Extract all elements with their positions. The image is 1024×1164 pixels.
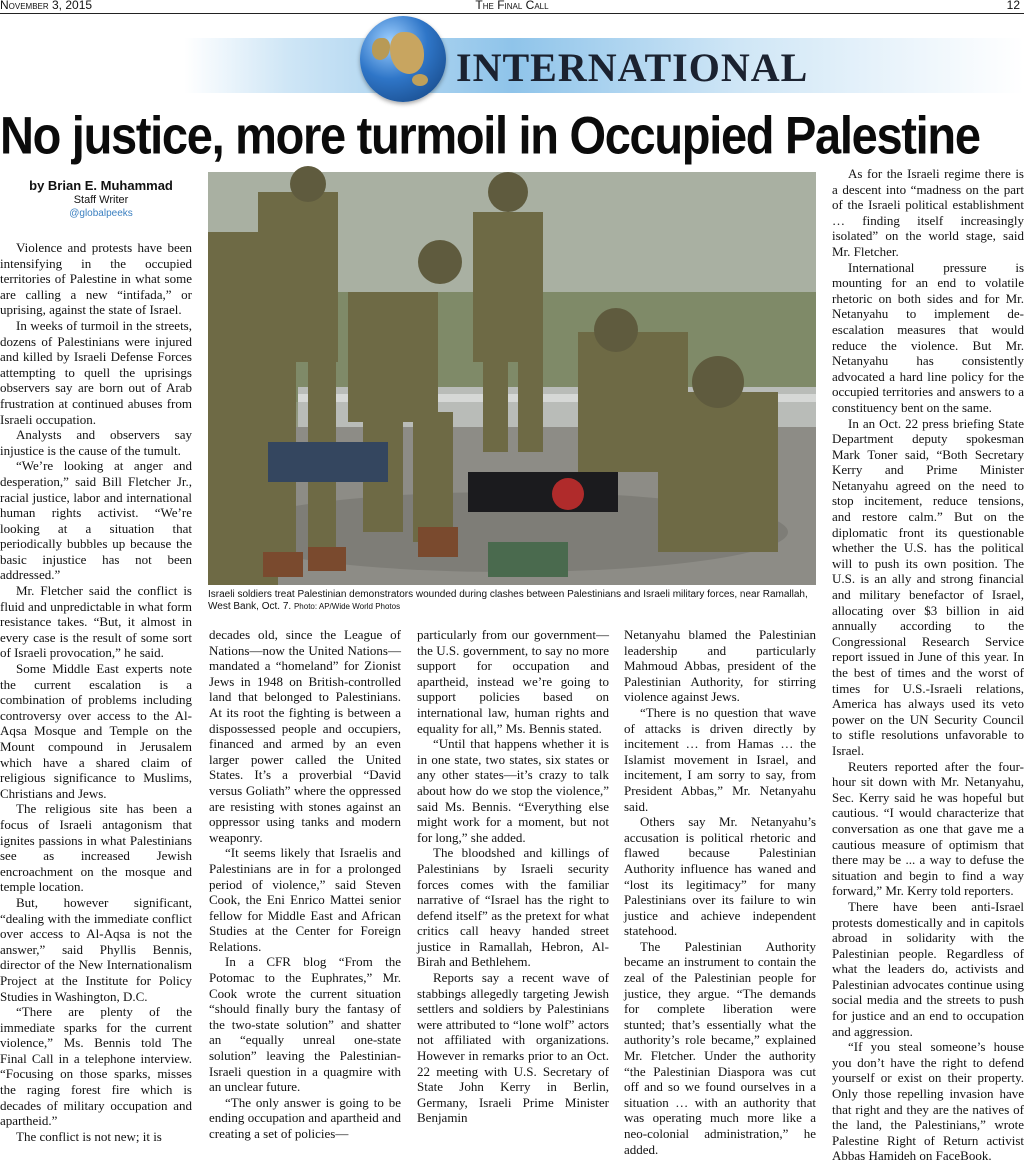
paragraph: Netanyahu blamed the Palestinian leadership and particularly Mahmoud Abbas, president of the Palestinian Authority, for stirring violence against Jews. bbox=[624, 627, 816, 705]
soldiers-photo-illustration bbox=[208, 172, 816, 585]
paragraph: Others say Mr. Netanyahu’s accusation is political rhetoric and flawed because Palestinian Authority influence has waned and “lost its legitimacy” for many Palestinians over its failure to win justice and achieve independent statehood. bbox=[624, 814, 816, 939]
globe-icon bbox=[360, 16, 446, 102]
paragraph: The religious site has been a focus of Israeli antagonism that ignites passions in what Palestinians see as increased Jewish encroachment on the mosque and temple location. bbox=[0, 801, 192, 895]
paragraph: decades old, since the League of Nations—now the United Nations—mandated a “homeland” for Zionist Jews in 1948 on British-controlled land that belonged to Palestinians. At its root the fighting is between a dispossessed people and occupiers, financed and armed by an even larger power called the United States. It’s a proverbial “David versus Goliath” where the oppressed are resisting with stones against an oppressor using tanks and modern weaponry. bbox=[209, 627, 401, 845]
news-photo bbox=[208, 172, 816, 585]
paragraph: In weeks of turmoil in the streets, dozens of Palestinians were injured and killed by Israeli Defense Forces attempting to quell the uprisings observers say are born out of Arab frustration at continued abuses from Israeli occupation. bbox=[0, 317, 192, 427]
running-head bbox=[0, 0, 1024, 14]
page-number: 12 bbox=[1006, 0, 1020, 12]
paragraph: particularly from our government—the U.S. government, to say no more support for occupation and apartheid, instead we’re going to support policies based on international law, human rights and equality for all,” Ms. Bennis stated. bbox=[417, 627, 609, 736]
author-name: by Brian E. Muhammad bbox=[29, 178, 173, 193]
author-handle[interactable]: @globalpeeks bbox=[69, 208, 133, 219]
paragraph: “Until that happens whether it is in one state, two states, six states or any other states—it’s crazy to talk about how do we stop the violence,” said Ms. Bennis. “Everything else might work for a moment, but not for long,” she added. bbox=[417, 736, 609, 845]
paragraph: Some Middle East experts note the current escalation is a combination of problems including controversy over access to the Al-Aqsa Mosque and Temple on the Mount compound in Jerusalem which have a shared claim of religious significance to Muslims, Christians and Jews. bbox=[0, 661, 192, 801]
paragraph: Analysts and observers say injustice is the cause of the tumult. bbox=[0, 427, 192, 458]
photo-credit: Photo: AP/Wide World Photos bbox=[293, 602, 401, 611]
paragraph: Reports say a recent wave of stabbings allegedly targeting Jewish settlers and soldiers by Palestinians were attributed to “lone wolf” actors not affiliated with organizations. However in remarks prior to an Oct. 22 meeting with U.S. Secretary of State John Kerry in Berlin, Germany, Israeli Prime Minister Benjamin bbox=[417, 970, 609, 1126]
issue-date: November 3, 2015 bbox=[0, 0, 93, 12]
paragraph: “There is no question that wave of attacks is driven directly by incitement … from Hamas … the Islamist movement in Israel, and incitement, I am sorry to say, from President Abbas,” Mr. Netanyahu said. bbox=[624, 704, 816, 814]
paragraph: As for the Israeli regime there is a descent into “madness on the part of the Israeli political establishment … finding itself increasingly isolated” on the world stage, said Mr. Fletcher. bbox=[832, 166, 1024, 259]
paragraph: Reuters reported after the four-hour sit down with Mr. Netanyahu, Sec. Kerry said he was hopeful but cautious. “I would characterize that conversation as one that gave me a cautious measure of optimism that there may be ... a way to defuse the situation and begin to find a way forward,” Mr. Kerry told reporters. bbox=[832, 758, 1024, 899]
caption-text: Israeli soldiers treat Palestinian demonstrators wounded during clashes between Palestinians and Israeli military forces, near Ramallah, West Bank, Oct. 7. bbox=[208, 589, 808, 612]
article-column-5 bbox=[832, 166, 1024, 1164]
author-role: Staff Writer bbox=[73, 194, 129, 206]
article-column-3 bbox=[417, 627, 609, 1126]
paragraph: In a CFR blog “From the Potomac to the Euphrates,” Mr. Cook wrote the current situation “should finally bury the fantasy of the two-state solution” and shatter an “equally unreal one-state solution” leaving the Palestinian-Israeli question in a quagmire with an unclear future. bbox=[209, 954, 401, 1095]
paragraph: “There are plenty of the immediate sparks for the current violence,” Ms. Bennis told The Final Call in a telephone interview. “Focusing on those sparks, misses the raging forest fire which is decades of military occupation and apartheid.” bbox=[0, 1004, 192, 1129]
byline bbox=[10, 178, 192, 220]
paragraph: But, however significant, “dealing with the immediate conflict over access to Al-Aqsa is not the answer,” said Phyllis Bennis, director of the New Internationalism Project at the Institute for Policy Studies in Washington, D.C. bbox=[0, 894, 192, 1004]
paragraph: The conflict is not new; it is bbox=[16, 1128, 162, 1144]
paragraph: “It seems likely that Israelis and Palestinians are in for a prolonged period of violence,” said Steven Cook, the Eni Enrico Mattei senior fellow for Middle East and African Studies at the Center for Foreign Relations. bbox=[209, 845, 401, 954]
paragraph: In an Oct. 22 press briefing State Department deputy spokesman Mark Toner said, “Both Secretary Kerry and Prime Minister Netanyahu agreed on the need to stop incitement, reduce tensions, and restore calm.” But on the diplomatic front its questionable whether the U.S. has the political will to push its own position. The U.S. is an ally and strong financial and military benefactor of Israel, allocating over $3 billion in aid annually according to the Congressional Research Service report issued in June of this year. In the best of times and the worst of times for U.S.-Israeli relations, America has always used its veto power on the UN Security Council to stifle resolutions unfavorable to Israel. bbox=[832, 415, 1024, 758]
paragraph: “If you steal someone’s house you don’t have the right to defend yourself or exist on their property. Only those repelling invasion have that right and they are the natives of the land, the Palestinians,” wrote Palestine Right of Return activist Abbas Hamideh on FaceBook. bbox=[832, 1039, 1024, 1164]
paragraph: “We’re looking at anger and desperation,” said Bill Fletcher Jr., racial justice, labor and international human rights activist. “We’re looking at a situation that periodically bubbles up because the basic injustice has not been addressed.” bbox=[0, 458, 192, 583]
article-column-2 bbox=[209, 627, 401, 1141]
paragraph: Mr. Fletcher said the conflict is fluid and unpredictable in what form resistance takes. “But, it almost in every case is the result of some sort of Israeli provocation,” he said. bbox=[0, 583, 192, 661]
paragraph: Violence and protests have been intensifying in the occupied territories of Palestine in what some are calling a new “intifada,” or uprising, against the state of Israel. bbox=[0, 240, 192, 318]
section-title: INTERNATIONAL bbox=[456, 45, 809, 90]
paragraph: The bloodshed and killings of Palestinians by Israeli security forces comes with the familiar narrative of “Israel has the right to defend itself” as the pretext for what critics call heavy handed street justice in Ramallah, Hebron, Al-Birah and Bethlehem. bbox=[417, 845, 609, 970]
article-column-4 bbox=[624, 627, 816, 1157]
paragraph: There have been anti-Israel protests domestically and in capitols abroad in solidarity with the Palestinian people. Regardless of what the leaders do, activists and Palestinian advocates continue using social media and the streets to push for justice and an end to occupation and aggression. bbox=[832, 898, 1024, 1039]
article-column-1 bbox=[0, 240, 192, 1144]
headline: No justice, more turmoil in Occupied Palestine bbox=[0, 105, 980, 165]
paragraph: The Palestinian Authority became an instrument to contain the zeal of the Palestinian people for justice, they argue. “The demands for complete liberation were stunted; that’s essentially what the authority’s role became,” explained Mr. Fletcher. Under the authority “the Palestinian Diaspora was cut off and so we found ourselves in a situation … with an authority that was operating much more like a neo-colonial administration,” he added. bbox=[624, 938, 816, 1157]
photo-caption bbox=[208, 589, 816, 613]
publication-name: The Final Call bbox=[475, 0, 549, 12]
paragraph: International pressure is mounting for an end to volatile rhetoric on both sides and for Mr. Netanyahu to implement de-escalation measures that would reduce the violence. But Mr. Netanyahu has consistently advocated a hard line policy for the occupied territories and answers to a constituency bent on the same. bbox=[832, 259, 1024, 415]
paragraph: “The only answer is going to be ending occupation and apartheid and creating a set of policies— bbox=[209, 1094, 401, 1141]
